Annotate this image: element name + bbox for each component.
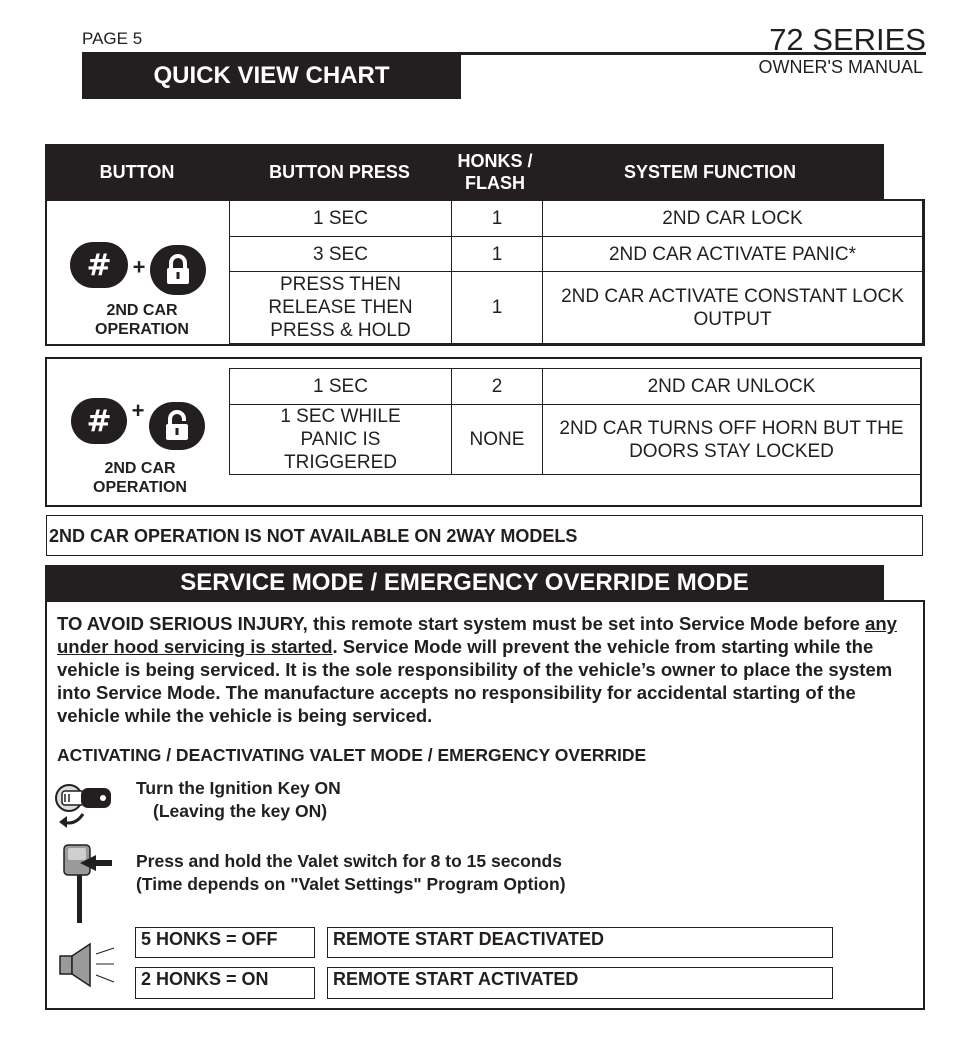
series-title: 72 SERIES bbox=[769, 22, 926, 57]
manual-subtitle: OWNER'S MANUAL bbox=[758, 57, 923, 77]
horn-speaker-icon bbox=[58, 942, 118, 993]
header-honks-flash: HONKS / FLASH bbox=[457, 150, 533, 193]
ignition-key-icon bbox=[53, 778, 117, 839]
lock-combo-icons bbox=[47, 242, 229, 295]
group2-label: 2ND CAR OPERATION bbox=[93, 460, 187, 496]
chart-header-row bbox=[45, 144, 884, 199]
unlock-icon bbox=[149, 402, 205, 450]
table-row: PRESS THEN RELEASE THEN PRESS & HOLD 1 2ND CAR ACTIVATE CONSTANT LOCK OUTPUT bbox=[230, 272, 923, 344]
availability-note: 2ND CAR OPERATION IS NOT AVAILABLE ON 2WAY MODELS bbox=[46, 515, 923, 556]
group1-label: 2ND CAR OPERATION bbox=[95, 302, 189, 338]
honks-on-label: 2 HONKS = ON bbox=[135, 967, 315, 999]
table-row: 3 SEC 1 2ND CAR ACTIVATE PANIC* bbox=[230, 237, 923, 272]
remote-start-activated: REMOTE START ACTIVATED bbox=[327, 967, 833, 999]
lock-icon bbox=[150, 245, 206, 295]
hash-button-icon: # bbox=[71, 398, 127, 444]
honks-off-label: 5 HONKS = OFF bbox=[135, 927, 315, 958]
service-mode-title: SERVICE MODE / EMERGENCY OVERRIDE MODE bbox=[45, 565, 884, 601]
plus-sign: + bbox=[132, 254, 146, 280]
service-warning: TO AVOID SERIOUS INJURY, this remote start system must be set into Service Mode before any under hood servicing is started. Service Mode will prevent the vehicle from starting while the vehicle is being serviced. It is the sole responsibility of the vehicle’s owner to place the system into Service Mode. The manufacture accepts no responsibility for accidental starting of the vehicle while the vehicle is being serviced. bbox=[57, 613, 897, 726]
unlock-combo-icons bbox=[47, 398, 229, 450]
group1-table bbox=[229, 200, 923, 344]
valet-switch-icon bbox=[58, 843, 114, 932]
remote-start-deactivated: REMOTE START DEACTIVATED bbox=[327, 927, 833, 958]
header-system-function: SYSTEM FUNCTION bbox=[623, 161, 796, 182]
step-valet-switch: Press and hold the Valet switch for 8 to 15 seconds (Time depends on "Valet Settings" Program Option) bbox=[136, 851, 566, 894]
activating-title: ACTIVATING / DEACTIVATING VALET MODE / EMERGENCY OVERRIDE bbox=[57, 745, 647, 765]
header-button-press: BUTTON PRESS bbox=[269, 161, 410, 182]
quick-view-chart-title: QUICK VIEW CHART bbox=[82, 52, 461, 99]
page-number: PAGE 5 bbox=[82, 29, 143, 48]
table-row: 1 SEC 2 2ND CAR UNLOCK bbox=[230, 369, 921, 405]
group2-table bbox=[229, 368, 921, 475]
hash-button-icon: # bbox=[70, 242, 128, 288]
step-ignition: Turn the Ignition Key ON (Leaving the key ON) bbox=[136, 778, 341, 821]
header-button: BUTTON bbox=[99, 161, 175, 182]
table-row: 1 SEC 1 2ND CAR LOCK bbox=[230, 201, 923, 237]
table-row: 1 SEC WHILE PANIC IS TRIGGERED NONE 2ND CAR TURNS OFF HORN BUT THE DOORS STAY LOCKED bbox=[230, 405, 921, 475]
plus-sign: + bbox=[131, 398, 145, 423]
